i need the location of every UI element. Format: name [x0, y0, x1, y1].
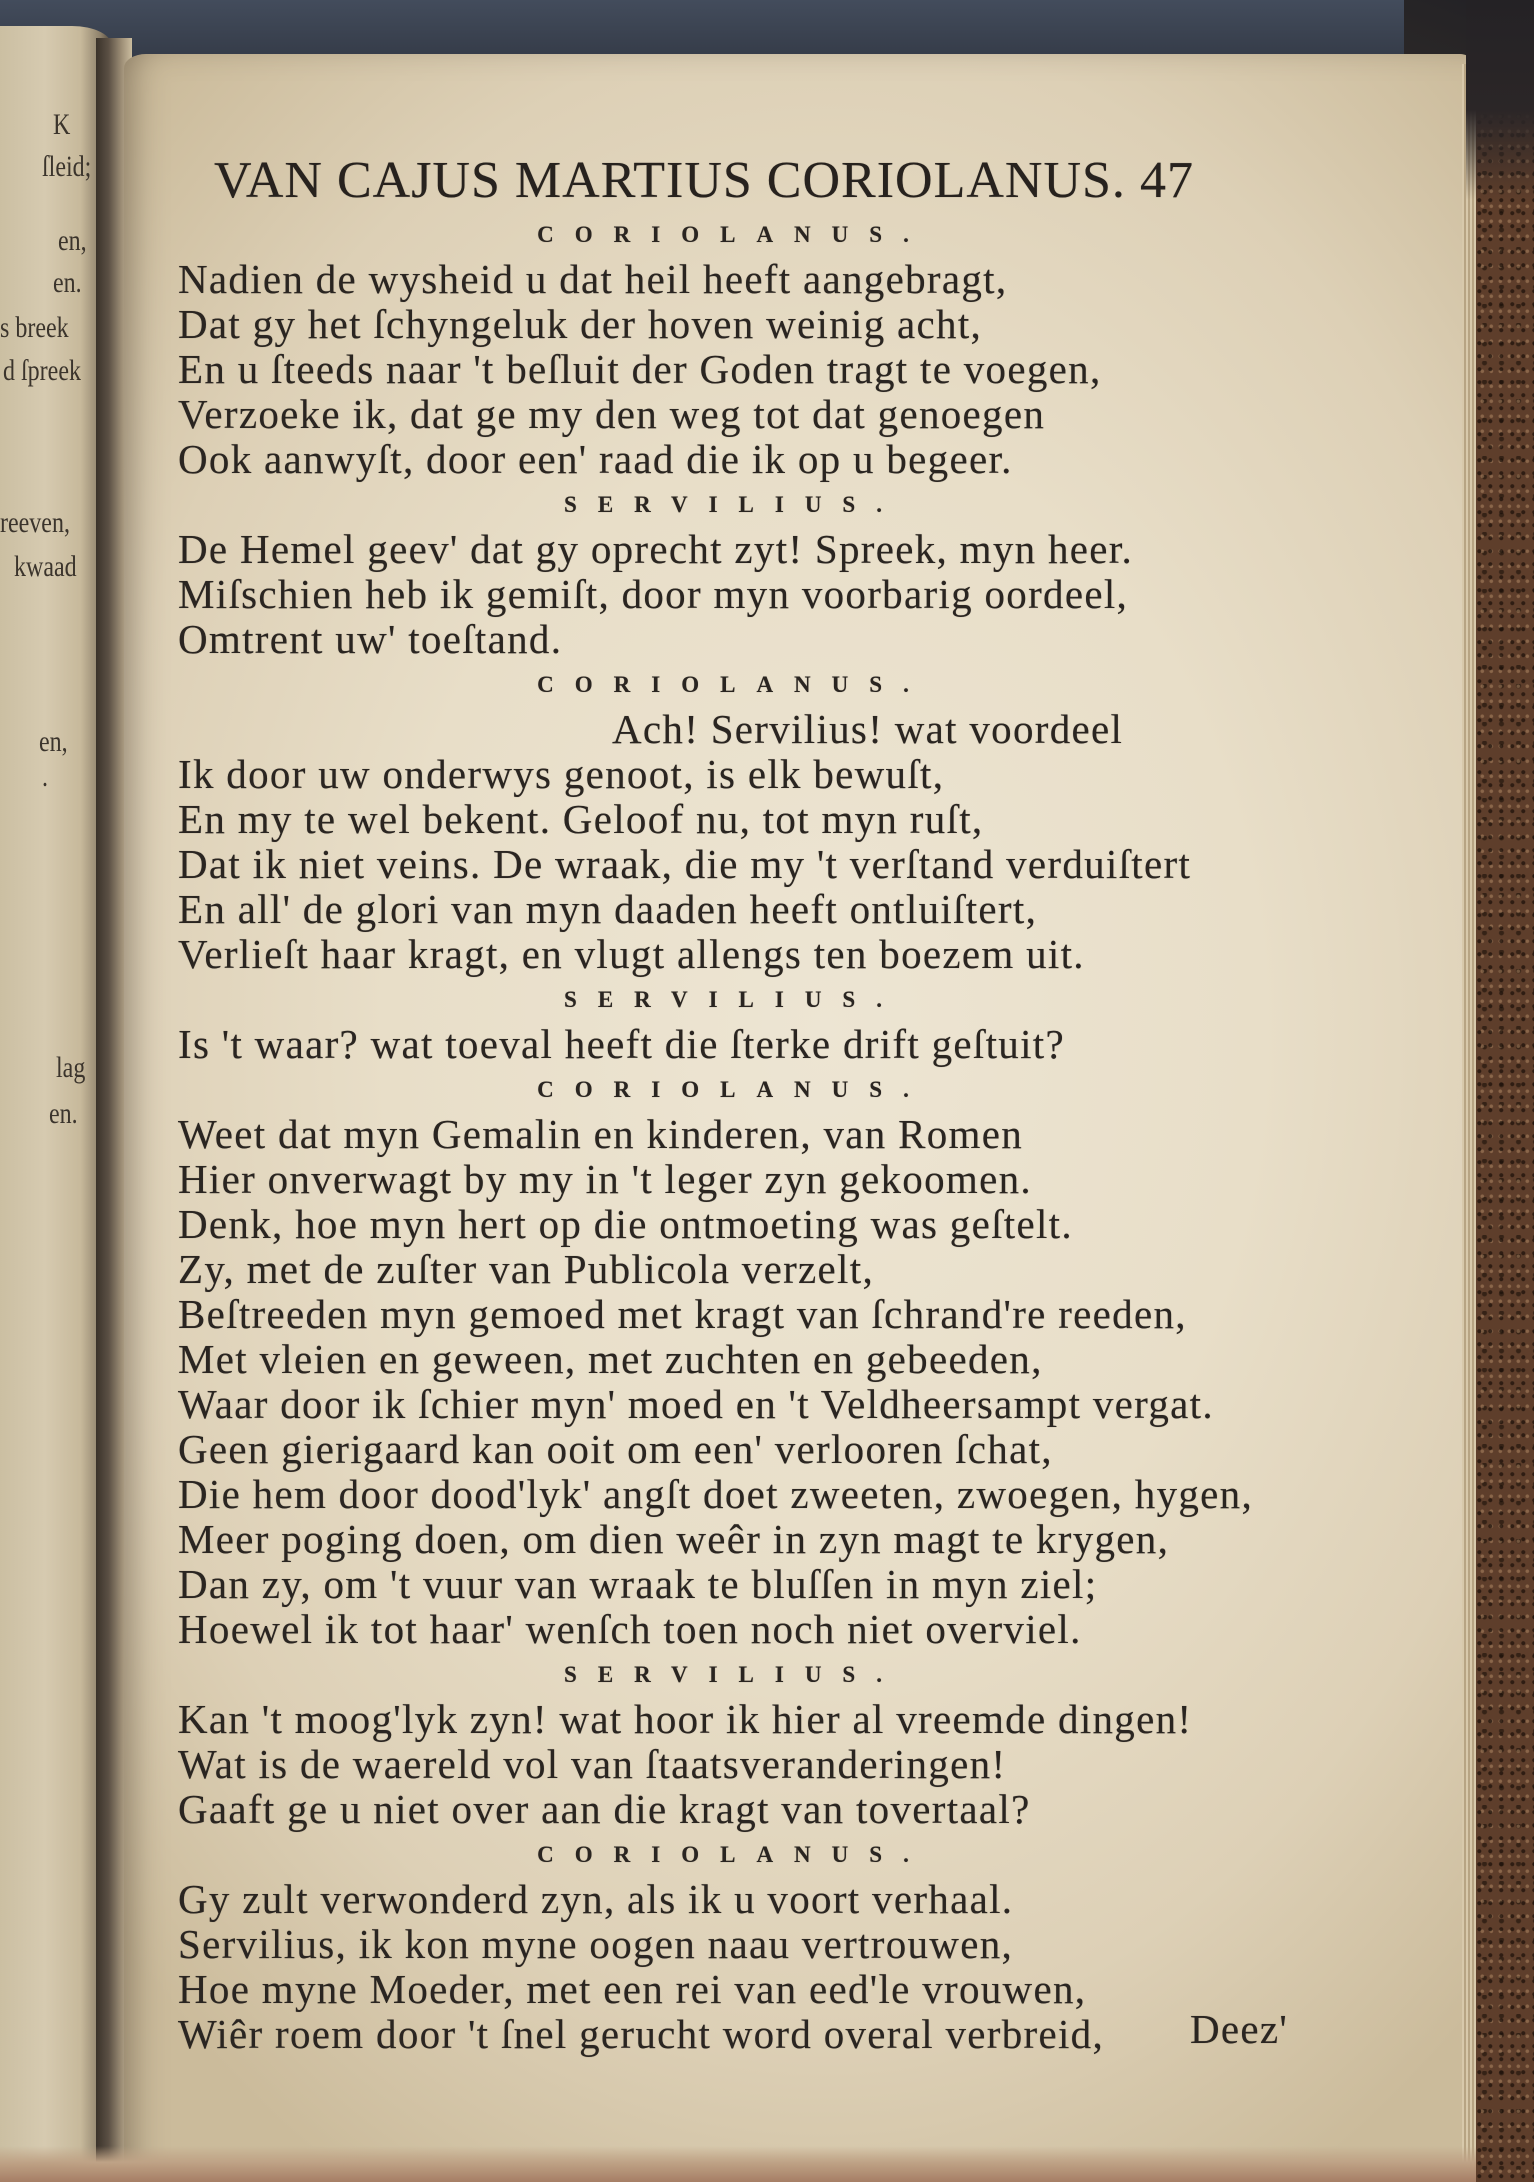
- left-page-fragment: reeven,: [0, 506, 70, 539]
- verse-line: Geen gierigaard kan ooit om een' verlooren ſchat,: [178, 1426, 1053, 1472]
- catchword: Deez': [1190, 2006, 1289, 2052]
- left-page-fragment: kwaad: [14, 550, 77, 583]
- verse-line: Waar door ik ſchier myn' moed en 't Veldheersampt vergat.: [178, 1381, 1214, 1427]
- verse-line: Is 't waar? wat toeval heeft die ſterke drift geſtuit?: [178, 1021, 1065, 1067]
- speech: [178, 1067, 1268, 1652]
- verse-line: Wiêr roem door 't ſnel gerucht word overal verbreid,: [178, 2011, 1105, 2057]
- page-bottom-edge: [0, 2146, 1476, 2182]
- verse-line: Dat gy het ſchyngeluk der hoven weinig acht,: [178, 301, 983, 347]
- running-head-title: VAN CAJUS MARTIUS CORIOLANUS.: [214, 152, 1126, 209]
- verse-line: Die hem door dood'lyk' angſt doet zweeten, zwoegen, hygen,: [178, 1471, 1254, 1517]
- binding-shadow: [1466, 0, 1534, 200]
- speaker-name: CORIOLANUS.: [537, 222, 930, 247]
- verse-line: Met vleien en geween, met zuchten en gebeeden,: [178, 1336, 1043, 1382]
- running-head: [214, 150, 1194, 212]
- speech: [178, 662, 1268, 977]
- speaker-name: SERVILIUS.: [564, 987, 903, 1012]
- verse-line: Meer poging doen, om dien weêr in zyn magt te krygen,: [178, 1516, 1170, 1562]
- verse-line: En my te wel bekent. Geloof nu, tot myn ruſt,: [178, 796, 984, 842]
- verse-line: Denk, hoe myn hert op die ontmoeting was geſtelt.: [178, 1201, 1073, 1247]
- verse-line: Wat is de waereld vol van ſtaatsveranderingen!: [178, 1741, 1007, 1787]
- verse-line: Beſtreeden myn gemoed met kragt van ſchrand're reeden,: [178, 1291, 1187, 1337]
- left-page-fragment: en.: [49, 1097, 78, 1130]
- verse-line: Hier onverwagt by my in 't leger zyn gekoomen.: [178, 1156, 1032, 1202]
- verse-line: Nadien de wysheid u dat heil heeft aangebragt,: [178, 256, 1008, 302]
- verse-line: Weet dat myn Gemalin en kinderen, van Romen: [178, 1111, 1024, 1157]
- verse-line: Verzoeke ik, dat ge my den weg tot dat genoegen: [178, 391, 1046, 437]
- verse-line: Omtrent uw' toeſtand.: [178, 616, 563, 662]
- verse-line: De Hemel geev' dat gy oprecht zyt! Spreek, myn heer.: [178, 526, 1134, 572]
- verse-line: Zy, met de zuſter van Publicola verzelt,: [178, 1246, 874, 1292]
- verse-line: Miſschien heb ik gemiſt, door myn voorbarig oordeel,: [178, 571, 1129, 617]
- speaker-name: SERVILIUS.: [564, 492, 903, 517]
- left-page-fragment: s breek: [0, 311, 69, 344]
- page-number: 47: [1139, 152, 1194, 209]
- verse-line: Gaaft ge u niet over aan die kragt van tovertaal?: [178, 1786, 1031, 1832]
- speech: [178, 977, 1268, 1067]
- speech: [178, 212, 1268, 482]
- verse-text: [178, 212, 1268, 2057]
- verse-line: Hoewel ik tot haar' wenſch toen noch niet overviel.: [178, 1606, 1082, 1652]
- speech: [178, 482, 1268, 662]
- verse-line: Ik door uw onderwys genoot, is elk bewuſt,: [178, 751, 945, 797]
- left-page-fragment: d ſpreek: [3, 354, 81, 387]
- left-page-fragment: en,: [39, 725, 68, 758]
- verse-line-continued: Ach! Servilius! wat voordeel: [612, 706, 1124, 752]
- book-binding: [1476, 0, 1534, 2182]
- verse-line: Dat ik niet veins. De wraak, die my 't verſtand verduiſtert: [178, 841, 1192, 887]
- left-page-fragment: lag: [56, 1051, 86, 1084]
- left-page-fragment: ſleid;: [42, 150, 92, 183]
- verse-line: En u ſteeds naar 't beſluit der Goden tragt te voegen,: [178, 346, 1102, 392]
- verse-line: Dan zy, om 't vuur van wraak te bluſſen in myn ziel;: [178, 1561, 1098, 1607]
- verse-line: Verlieſt haar kragt, en vlugt allengs ten boezem uit.: [178, 931, 1085, 977]
- left-page-fragment: .: [42, 760, 48, 793]
- verse-line: En all' de glori van myn daaden heeft ontluiſtert,: [178, 886, 1038, 932]
- verse-line: Hoe myne Moeder, met een rei van eed'le vrouwen,: [178, 1966, 1087, 2012]
- verse-line: Kan 't moog'lyk zyn! wat hoor ik hier al vreemde dingen!: [178, 1696, 1193, 1742]
- verse-line: Servilius, ik kon myne oogen naau vertrouwen,: [178, 1921, 1014, 1967]
- verse-line: Ook aanwyſt, door een' raad die ik op u begeer.: [178, 436, 1013, 482]
- left-page-fragment: en,: [58, 224, 87, 257]
- speech: [178, 1652, 1268, 1832]
- speaker-name: SERVILIUS.: [564, 1662, 903, 1687]
- speech: [178, 1832, 1268, 2057]
- left-page-fragment: K: [53, 108, 71, 141]
- speaker-name: CORIOLANUS.: [537, 672, 930, 697]
- verse-line: Gy zult verwonderd zyn, als ik u voort verhaal.: [178, 1876, 1014, 1922]
- left-page-fragment: en.: [53, 266, 82, 299]
- speaker-name: CORIOLANUS.: [537, 1842, 930, 1867]
- speaker-name: CORIOLANUS.: [537, 1077, 930, 1102]
